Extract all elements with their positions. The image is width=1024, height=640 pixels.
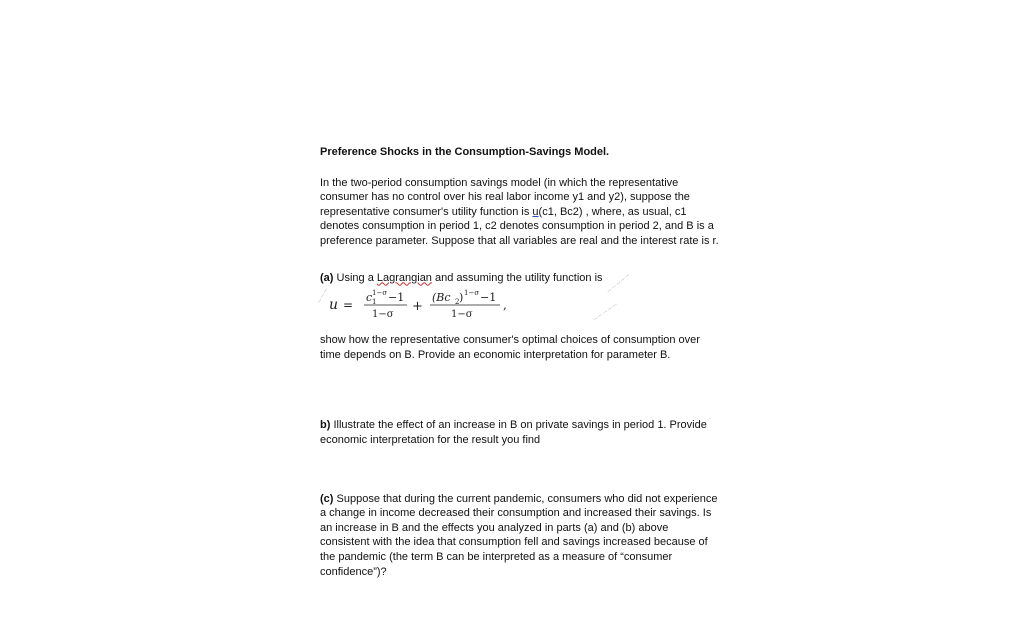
question-c-label: (c) [320, 492, 334, 505]
eq-comma: , [503, 298, 507, 313]
question-b-text: Illustrate the effect of an increase in B on private savings in period 1. Provide economic interpretation for the result you find [320, 419, 707, 446]
question-c-text: Suppose that during the current pandemic, consumers who did not experience a change in income decreased their consumption and increased their savings. Is an increase in B and the effects you analyzed in parts (a) and (b) above consistent with the idea that consumption fell and savings increased because of the pandemic (the term B can be interpreted as a measure of “consumer confidence”)? [320, 492, 718, 578]
question-a-text-2: and assuming the utility function is [431, 271, 603, 284]
eq-t1-num-sup: 1−σ [372, 289, 388, 298]
eq-equals: = [343, 298, 354, 313]
eq-t1-num-sub: 1 [372, 298, 377, 307]
eq-t1-num-tail: −1 [388, 291, 405, 305]
question-a-text-1: Using a [333, 271, 377, 284]
eq-t1-num-base: c [366, 291, 373, 305]
document [314, 145, 720, 579]
eq-t2-den: 1−σ [451, 309, 473, 321]
eq-t2-num-sup: 1−σ [464, 289, 480, 298]
eq-t2-num-close: ) [459, 291, 464, 305]
svg-text:~~~~~: ~~~~~ [604, 270, 633, 296]
svg-text:~~~: ~~~ [314, 286, 331, 306]
svg-text:~~~~~: ~~~~~ [590, 300, 620, 324]
intro-text-2: , where, as usual, c1 denotes consumption in period 1, c2 denotes consumption in period 2, and B is a preference parameter. Suppose that all variables are real and the interest rate is r. [320, 205, 719, 247]
utility-fn-args: (c1, Bc2) [538, 205, 583, 218]
eq-t2-num-sub: 2 [455, 298, 460, 307]
question-a-label: (a) [320, 271, 334, 284]
question-c [320, 492, 720, 580]
eq-t2-num-tail: −1 [480, 291, 497, 305]
question-b-label: b) [320, 419, 331, 432]
lagrangian-word: Lagrangian [376, 271, 432, 284]
intro-text-1: In the two-period consumption savings model (in which the representative consumer has no control over his real labor income y1 and y2), suppose the representative consumer's utility function is [320, 176, 690, 218]
eq-lhs: u [329, 297, 339, 314]
eq-t1-den: 1−σ [372, 309, 394, 321]
document-title: Preference Shocks in the Consumption-Savings Model. [320, 146, 610, 158]
question-a-lead [320, 271, 720, 286]
intro-paragraph [320, 176, 720, 249]
question-a-continuation: show how the representative consumer's optimal choices of consumption over time depends on B. Provide an economic interpretation for parameter B. [320, 334, 700, 361]
question-b [320, 418, 720, 447]
eq-plus: + [412, 299, 423, 315]
eq-t2-num-base: (Bc [432, 291, 451, 305]
utility-fn-u: u [532, 205, 539, 218]
